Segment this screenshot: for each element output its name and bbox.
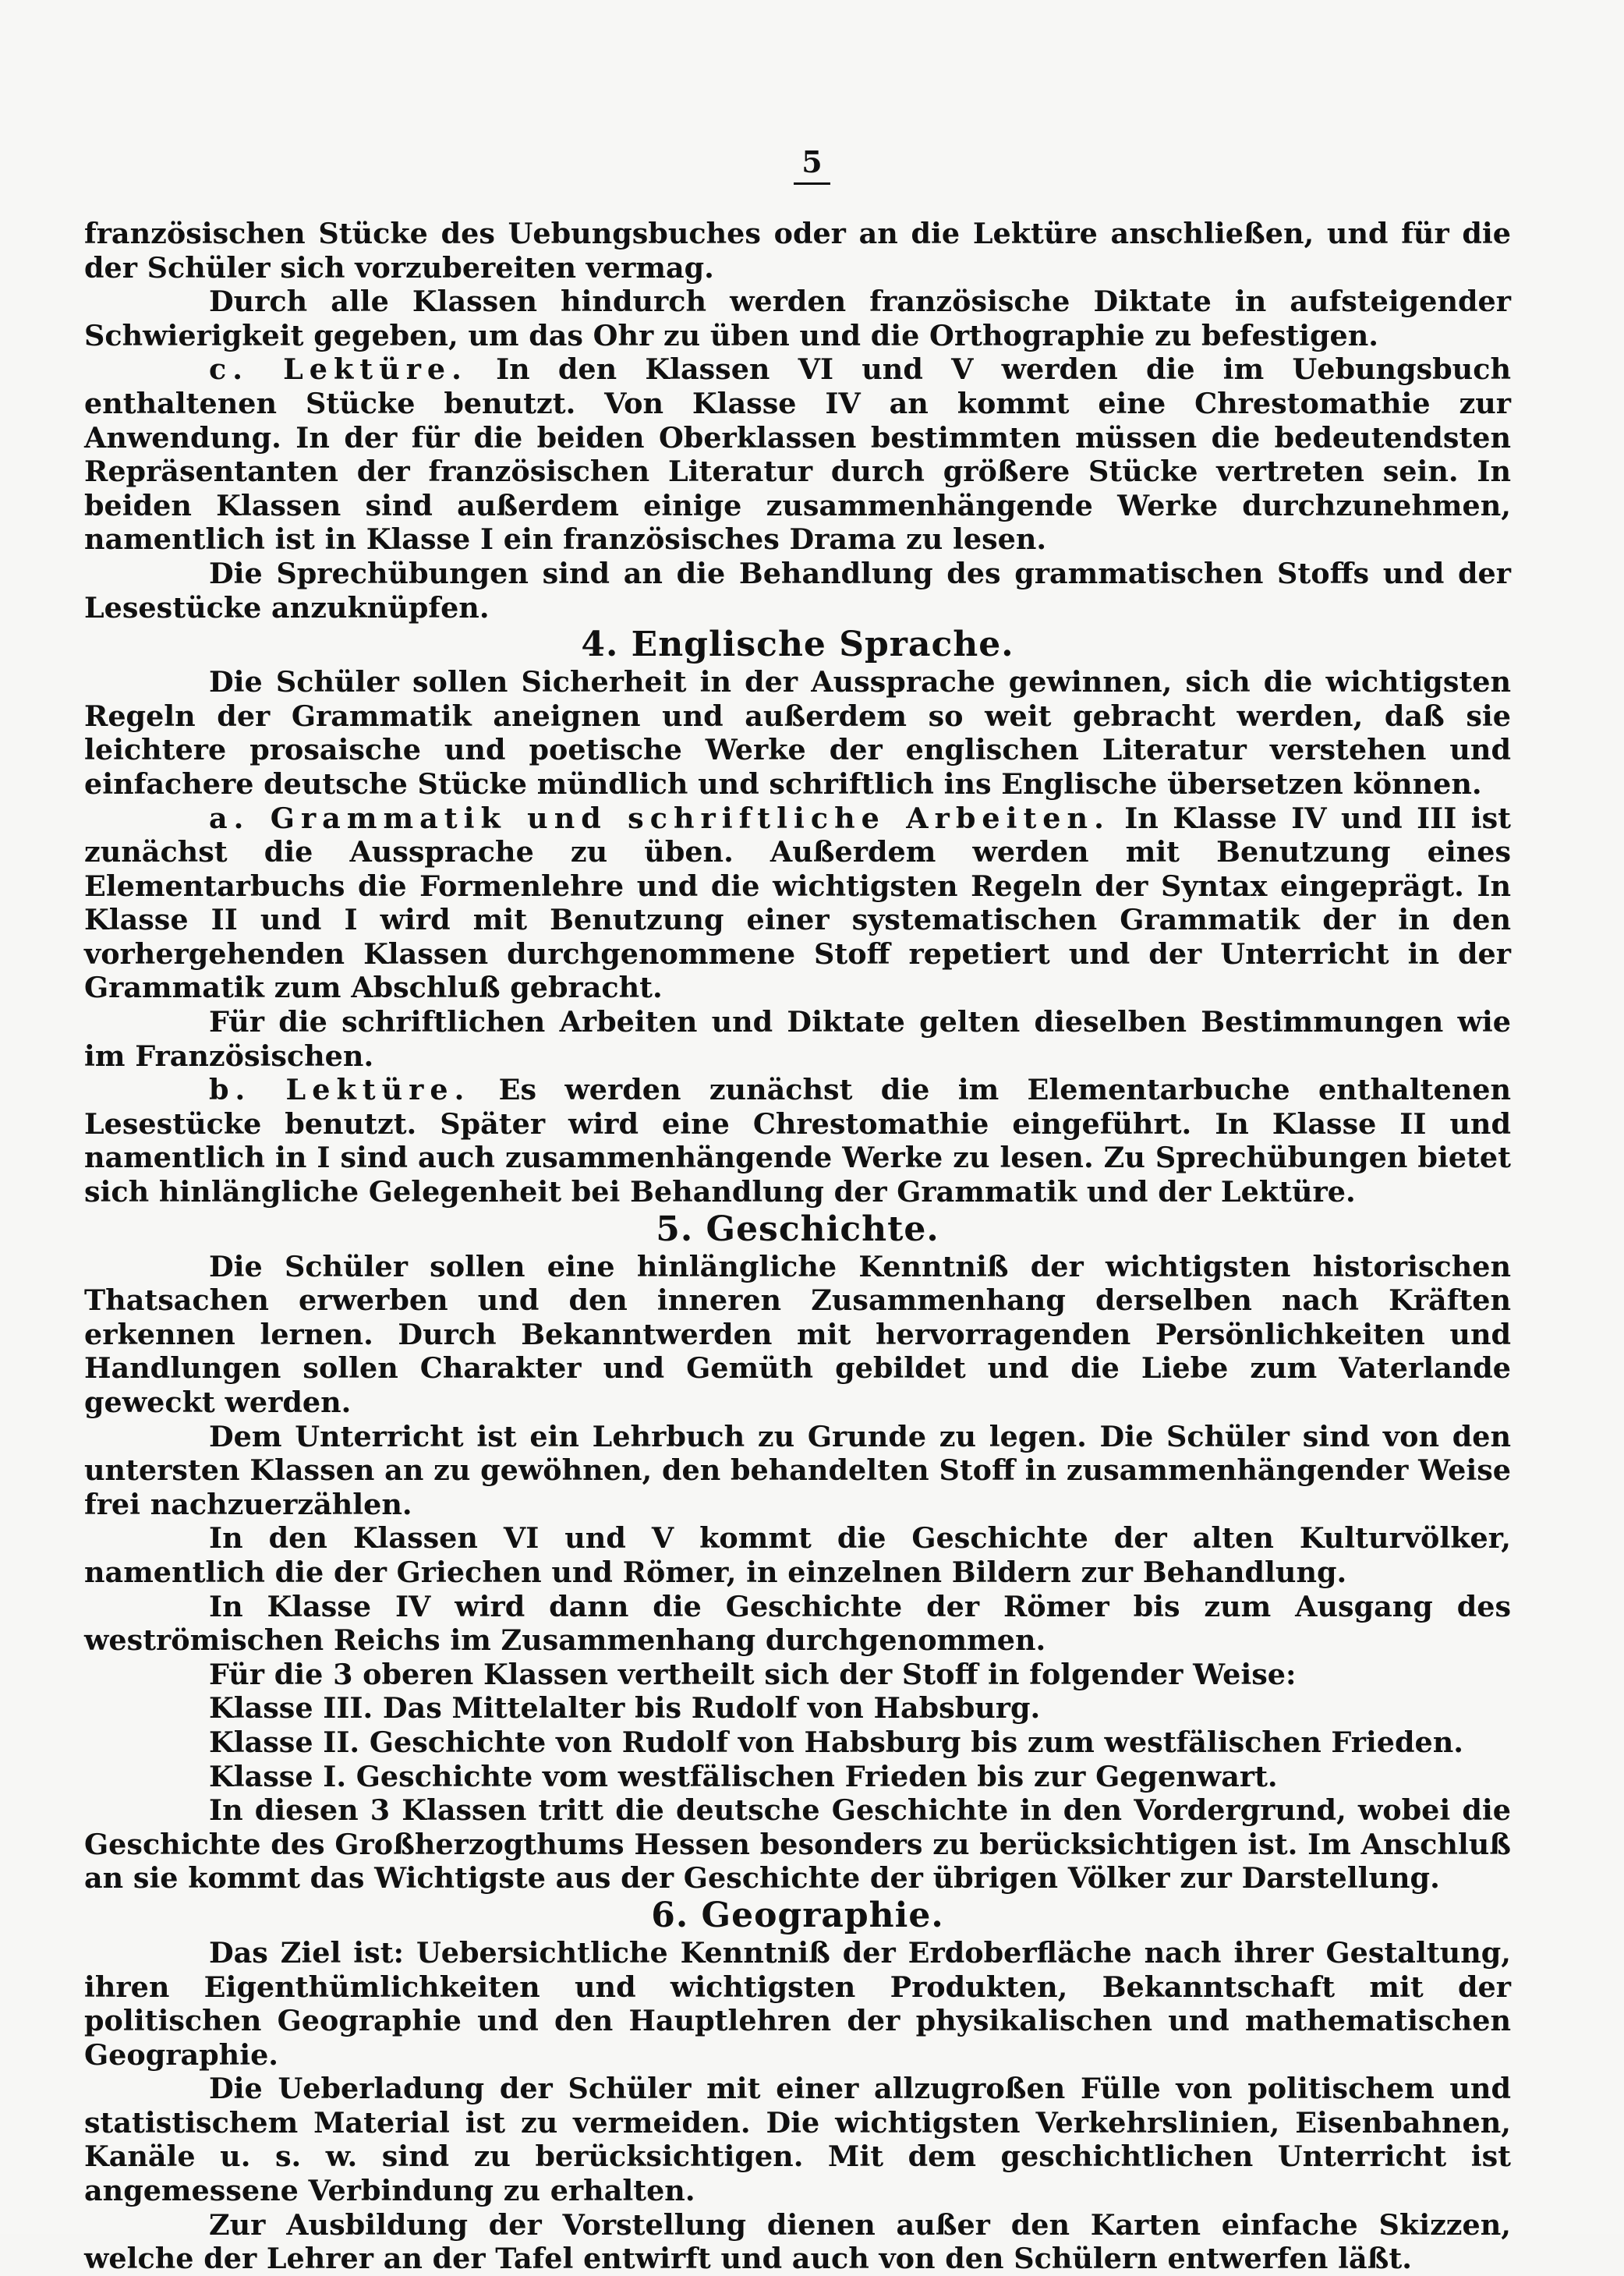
paragraph-history-iv: In Klasse IV wird dann die Geschichte der Römer bis zum Ausgang des weströmischen Reichs im Zusammenhang durchgenommen. [84,1589,1511,1658]
history-klasse-iii: Klasse III. Das Mittelalter bis Rudolf von Habsburg. [209,1691,1041,1726]
history-klasse-ii: Klasse II. Geschichte von Rudolf von Habsburg bis zum westfälischen Frieden. [209,1725,1464,1759]
page-number: 5 [0,144,1624,185]
paragraph-english-lektuere [84,1073,1511,1209]
heading-englisch: 4. Englische Sprache. [581,625,1014,665]
paragraph-english-schriftlich: Für die schriftlichen Arbeiten und Diktate gelten dieselben Bestimmungen wie im Französischen. [84,1005,1511,1073]
paragraph-history-goal: Die Schüler sollen eine hinlängliche Kenntniß der wichtigsten historischen Thatsachen erwerben und den inneren Zusammenhang derselben nach Kräften erkennen lernen. Durch Bekanntwerden mit hervorragenden Persönlichkeiten und Handlungen sollen Charakter und Gemüth gebildet und die Liebe zum Vaterlande geweckt werden. [84,1249,1511,1419]
paragraph-history-deutsch: In diesen 3 Klassen tritt die deutsche Geschichte in den Vordergrund, wobei die Geschichte des Großherzogthums Hessen besonders zu berücksichtigen ist. Im Anschluß an sie kommt das Wichtigste aus der Geschichte der übrigen Völker zur Darstellung. [84,1793,1511,1895]
paragraph-diktate: Durch alle Klassen hindurch werden französische Diktate in aufsteigender Schwierigkeit gegeben, um das Ohr zu üben und die Orthographie zu befestigen. [84,285,1511,352]
paragraph-english-grammatik [84,802,1511,1006]
history-klasse-i: Klasse I. Geschichte vom westfälischen Frieden bis zur Gegenwart. [209,1759,1278,1793]
subsection-text: Es werden zunächst die im Elementarbuche enthaltenen Lesestücke benutzt. Später wird eine Chrestomathie eingeführt. In Klasse II und namentlich in I sind auch zusammenhängende Werke zu lesen. Zu Sprechübungen bietet sich hinlängliche Gelegenheit bei Behandlung der Grammatik und der Lektüre. [84,1073,1511,1209]
subsection-text: In Klasse IV und III ist zunächst die Aussprache zu üben. Außerdem werden mit Benutzung eines Elementarbuchs die Formenlehre und die wichtigsten Regeln der Syntax eingeprägt. In Klasse II und I wird mit Benutzung einer systematischen Grammatik der in den vorhergehenden Klassen durchgenommene Stoff repetiert und der Unterricht in der Grammatik zum Abschluß gebracht. [84,801,1511,1005]
subsection-text: In den Klassen VI und V werden die im Uebungsbuch enthaltenen Stücke benutzt. Von Klasse IV an kommt eine Chrestomathie zur Anwendung. In der für die beiden Oberklassen bestimmten müssen die bedeutendsten Repräsentanten der französischen Literatur durch größere Stücke vertreten sein. In beiden Klassen sind außerdem einige zusammenhängende Werke durchzunehmen, namentlich ist in Klasse I ein französisches Drama zu lesen. [84,352,1511,557]
paragraph-geography-skizzen: Zur Ausbildung der Vorstellung dienen außer den Karten einfache Skizzen, welche der Lehrer an der Tafel entwirft und auch von den Schülern entwerfen läßt. [84,2207,1511,2276]
paragraph-history-lehrbuch: Dem Unterricht ist ein Lehrbuch zu Grunde zu legen. Die Schüler sind von den untersten Klassen an zu gewöhnen, den behandelten Stoff in zusammenhängender Weise frei nachzuerzählen. [84,1419,1511,1521]
paragraph-intro: französischen Stücke des Uebungsbuches oder an die Lektüre anschließen, und für die der Schüler sich vorzubereiten vermag. [84,217,1511,285]
subsection-label: c. Lektüre. [209,352,468,387]
paragraph-sprechuebungen: Die Sprechübungen sind an die Behandlung des grammatischen Stoffs und der Lesestücke anzuknüpfen. [84,556,1511,625]
paragraph-history-vi-v: In den Klassen VI und V kommt die Geschichte der alten Kulturvölker, namentlich die der Griechen und Römer, in einzelnen Bildern zur Behandlung. [84,1521,1511,1589]
paragraph-english-goal: Die Schüler sollen Sicherheit in der Aussprache gewinnen, sich die wichtigsten Regeln der Grammatik aneignen und außerdem so weit gebracht werden, daß sie leichtere prosaische und poetische Werke der englischen Literatur verstehen und einfachere deutsche Stücke mündlich und schriftlich ins Englische übersetzen können. [84,665,1511,801]
heading-geschichte: 5. Geschichte. [656,1209,939,1249]
heading-geographie: 6. Geographie. [651,1895,944,1935]
subsection-label: b. Lektüre. [209,1073,471,1107]
page-body [84,217,1511,2276]
paragraph-geography-goal: Das Ziel ist: Uebersichtliche Kenntniß der Erdoberfläche nach ihrer Gestaltung, ihren Eigenthümlichkeiten und wichtigsten Produkten, Bekanntschaft mit der politischen Geographie und den Hauptlehren der physikalischen und mathematischen Geographie. [84,1935,1511,2072]
paragraph-history-obere: Für die 3 oberen Klassen vertheilt sich der Stoff in folgender Weise: [209,1657,1297,1691]
paragraph-geography-ueberladung: Die Ueberladung der Schüler mit einer allzugroßen Fülle von politischem und statistischem Material ist zu vermeiden. Die wichtigsten Verkehrslinien, Eisenbahnen, Kanäle u. s. w. sind zu berücksichtigen. Mit dem geschichtlichen Unterricht ist angemessene Verbindung zu erhalten. [84,2072,1511,2208]
subsection-label: a. Grammatik und schriftliche Arbeiten. [209,801,1110,835]
paragraph-french-lektuere [84,352,1511,557]
